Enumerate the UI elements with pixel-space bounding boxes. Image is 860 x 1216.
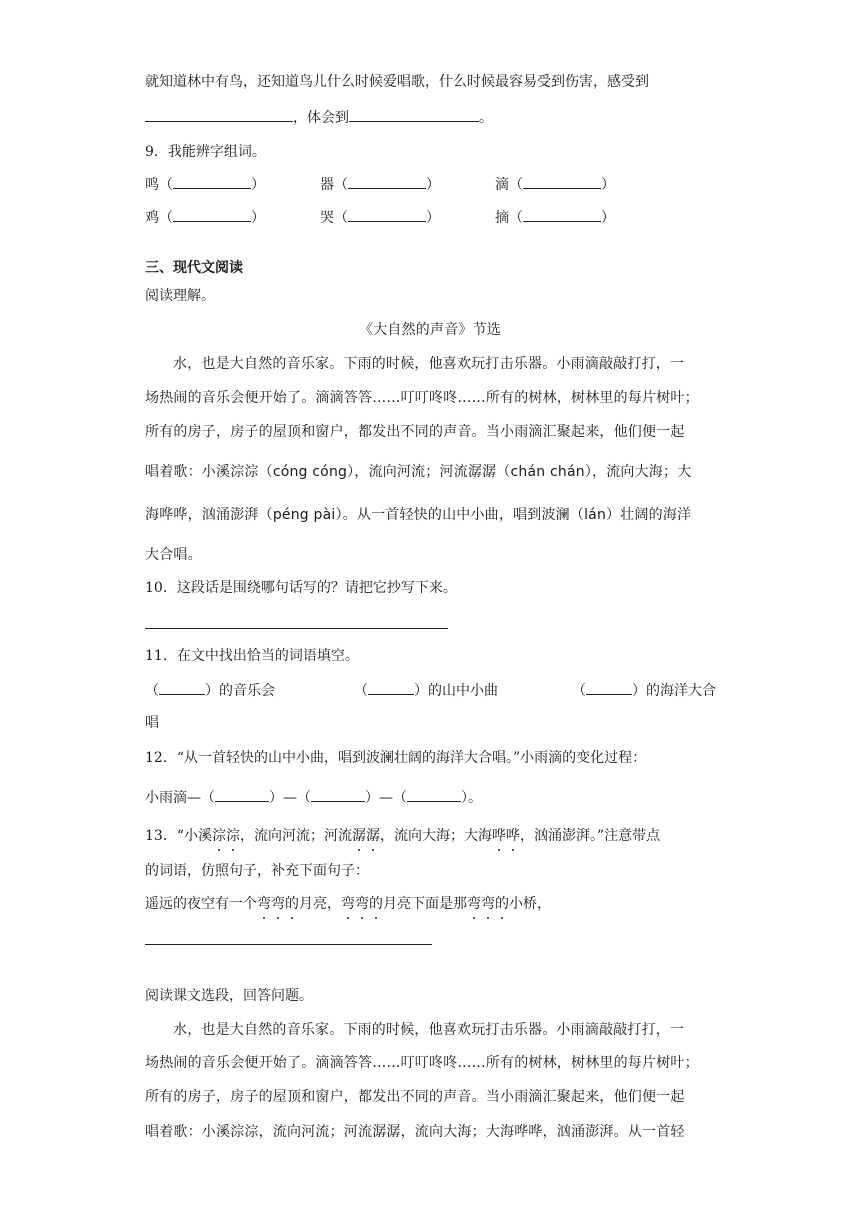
q13-line3: 遥远的夜空有一个弯弯的月亮，弯弯的月亮下面是那弯弯的小桥， xyxy=(145,896,551,912)
passage-line: 大合唱。 xyxy=(145,547,202,563)
dotted-char: 淙 xyxy=(225,828,240,844)
q8-end-text: 。 xyxy=(479,110,493,126)
q11-wrap: 唱 xyxy=(145,715,159,731)
q10-answer-line[interactable] xyxy=(145,628,448,629)
pinyin: chán chán xyxy=(510,464,585,480)
dotted-char: 哗 xyxy=(491,828,506,844)
q11-blank-2: （ ）的山中小曲 xyxy=(354,680,498,701)
dotted-char: 弯 xyxy=(257,896,271,912)
passage-line: 水，也是大自然的音乐家。下雨的时候，他喜欢玩打击乐器。小雨滴敲敲打打，一 xyxy=(173,356,685,372)
q8-blank-2[interactable] xyxy=(349,107,479,122)
q13-line1: 13．“小溪淙淙，流向河流；河流潺潺，流向大海；大海哗哗，汹涌澎湃。”注意带点 xyxy=(145,828,661,844)
q8-mid-text: ，体会到 xyxy=(293,110,349,126)
dotted-char: 弯 xyxy=(355,896,369,912)
q11-text: 11．在文中找出恰当的词语填空。 xyxy=(145,648,359,664)
q9-char: 器 xyxy=(320,177,334,193)
dotted-word xyxy=(341,896,383,912)
q8-line2 xyxy=(145,107,493,128)
dotted-char: 潺 xyxy=(351,828,366,844)
dotted-char: 潺 xyxy=(365,828,380,844)
dotted-char: 的 xyxy=(369,896,383,912)
q9-title: 9．我能辨字组词。 xyxy=(145,144,266,160)
pinyin: lán xyxy=(584,507,607,523)
q12-chain: 小雨滴—（ ）—（ ）—（ ）。 xyxy=(145,787,482,808)
q12-answer-blank[interactable] xyxy=(407,787,461,802)
q9-answer-blank[interactable] xyxy=(348,174,426,189)
q12-answer-blank[interactable] xyxy=(215,787,269,802)
q8-line1: 就知道林中有鸟，还知道鸟儿什么时候爱唱歌，什么时候最容易受到伤害，感受到 xyxy=(145,74,649,90)
q9-char: 摘 xyxy=(495,210,509,226)
q9-answer-blank[interactable] xyxy=(348,207,426,222)
q12-text: 12．“从一首轻快的山中小曲，唱到波澜壮阔的海洋大合唱。”小雨滴的变化过程： xyxy=(145,750,647,766)
section-heading: 三、现代文阅读 xyxy=(145,260,243,276)
q9-answer-blank[interactable] xyxy=(523,174,601,189)
dotted-char: 淙 xyxy=(211,828,226,844)
passage-line: 场热闹的音乐会便开始了。滴滴答答……叮叮咚咚……所有的树林，树林里的每片树叶； xyxy=(145,390,699,406)
dotted-char: 弯 xyxy=(341,896,355,912)
pinyin: cóng cóng xyxy=(272,464,348,480)
dotted-char: 弯 xyxy=(467,896,481,912)
passage-title: 《大自然的声音》节选 xyxy=(359,322,501,338)
passage2-line: 水，也是大自然的音乐家。下雨的时候，他喜欢玩打击乐器。小雨滴敲敲打打，一 xyxy=(173,1022,685,1038)
q11-answer-blank[interactable] xyxy=(159,680,205,695)
passage-line-pinyin: 唱着歌：小溪淙淙（cóng cóng），流向河流；河流潺潺（chán chán），流向大海；大 xyxy=(145,464,692,480)
reading-intro: 阅读理解。 xyxy=(145,288,215,304)
q9-row-1: 鸣（ ） 器（ ） 滴（ ） xyxy=(145,174,670,194)
q9-char: 滴 xyxy=(495,177,509,193)
q8-blank-1[interactable] xyxy=(145,107,293,122)
q9-char: 鸣 xyxy=(145,177,159,193)
q11-answer-blank[interactable] xyxy=(586,680,632,695)
q13-line2: 的词语，仿照句子，补充下面句子： xyxy=(145,863,369,879)
dotted-word xyxy=(352,828,380,844)
passage-line-pinyin: 海哗哗，汹涌澎湃（péng pài）。从一首轻快的山中小曲，唱到波澜（lán）壮阔的海洋 xyxy=(145,507,692,523)
passage2-line: 所有的房子，房子的屋顶和窗户，都发出不同的声音。当小雨滴汇聚起来，他们便一起 xyxy=(145,1089,685,1105)
q9-answer-blank[interactable] xyxy=(173,174,251,189)
dotted-word xyxy=(212,828,240,844)
passage2-line: 场热闹的音乐会便开始了。滴滴答答……叮叮咚咚……所有的树林，树林里的每片树叶； xyxy=(145,1055,699,1071)
passage2-intro: 阅读课文选段，回答问题。 xyxy=(145,988,313,1004)
dotted-word xyxy=(467,896,509,912)
dotted-char: 的 xyxy=(495,896,509,912)
q11-answer-blank[interactable] xyxy=(368,680,414,695)
dotted-char: 的 xyxy=(285,896,299,912)
q10-text: 10．这段话是围绕哪句话写的？请把它抄写下来。 xyxy=(145,580,457,596)
q9-char: 哭 xyxy=(320,210,334,226)
q9-char: 鸡 xyxy=(145,210,159,226)
dotted-char: 哗 xyxy=(505,828,520,844)
q11-blank-3: （ ）的海洋大合 xyxy=(572,680,716,701)
dotted-char: 弯 xyxy=(271,896,285,912)
q11-blank-1: （ ）的音乐会 xyxy=(145,680,275,701)
dotted-char: 弯 xyxy=(481,896,495,912)
dotted-word xyxy=(492,828,520,844)
q9-answer-blank[interactable] xyxy=(173,207,251,222)
q9-answer-blank[interactable] xyxy=(523,207,601,222)
passage-line: 所有的房子，房子的屋顶和窗户，都发出不同的声音。当小雨滴汇聚起来，他们便一起 xyxy=(145,424,685,440)
dotted-word xyxy=(257,896,299,912)
q9-row-2: 鸡（ ） 哭（ ） 摘（ ） xyxy=(145,207,670,227)
pinyin: péng pài xyxy=(272,507,336,523)
q13-answer-line[interactable] xyxy=(145,944,432,945)
passage2-line: 唱着歌：小溪淙淙，流向河流；河流潺潺，流向大海；大海哗哗，汹涌澎湃。从一首轻 xyxy=(145,1124,685,1140)
q12-answer-blank[interactable] xyxy=(311,787,365,802)
